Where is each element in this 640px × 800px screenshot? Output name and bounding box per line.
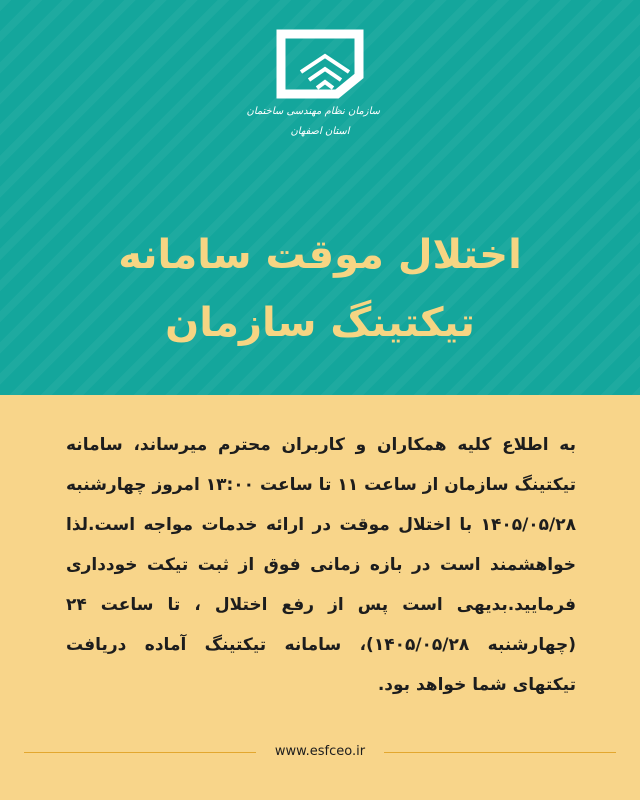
logo-province-name: استان اصفهان	[290, 126, 350, 137]
announcement-title-line-2: تیکتینگ سازمان	[165, 300, 475, 346]
footer-website-url: www.esfceo.ir	[274, 744, 366, 759]
logo-org-name: سازمان نظام مهندسی ساختمان	[246, 106, 380, 117]
announcement-body-panel	[0, 395, 640, 800]
organization-logo	[246, 26, 380, 156]
footer-divider-left	[24, 752, 256, 753]
announcement-title-line-1: اختلال موقت سامانه	[118, 232, 522, 278]
footer-divider-right	[384, 752, 616, 753]
header-panel	[0, 0, 640, 395]
building-org-logo-icon	[273, 26, 367, 104]
announcement-text: به اطلاع کلیه همکاران و کاربران محترم میرساند، سامانه تیکتینگ سازمان از ساعت ۱۱ تا ساعت ۱۳:۰۰ امروز چهارشنبه ۱۴۰۵/۰۵/۲۸ با اختلال موقت در ارائه خدمات مواجه است.لذا خواهشمند است در بازه زمانی فوق از ثبت تیکت خودداری فرمایید.بدیهی است پس از رفع اختلال ، تا ساعت ۲۴ (چهارشنبه ۱۴۰۵/۰۵/۲۸)، سامانه تیکتینگ آماده دریافت تیکتهای شما خواهد بود.	[66, 435, 576, 695]
